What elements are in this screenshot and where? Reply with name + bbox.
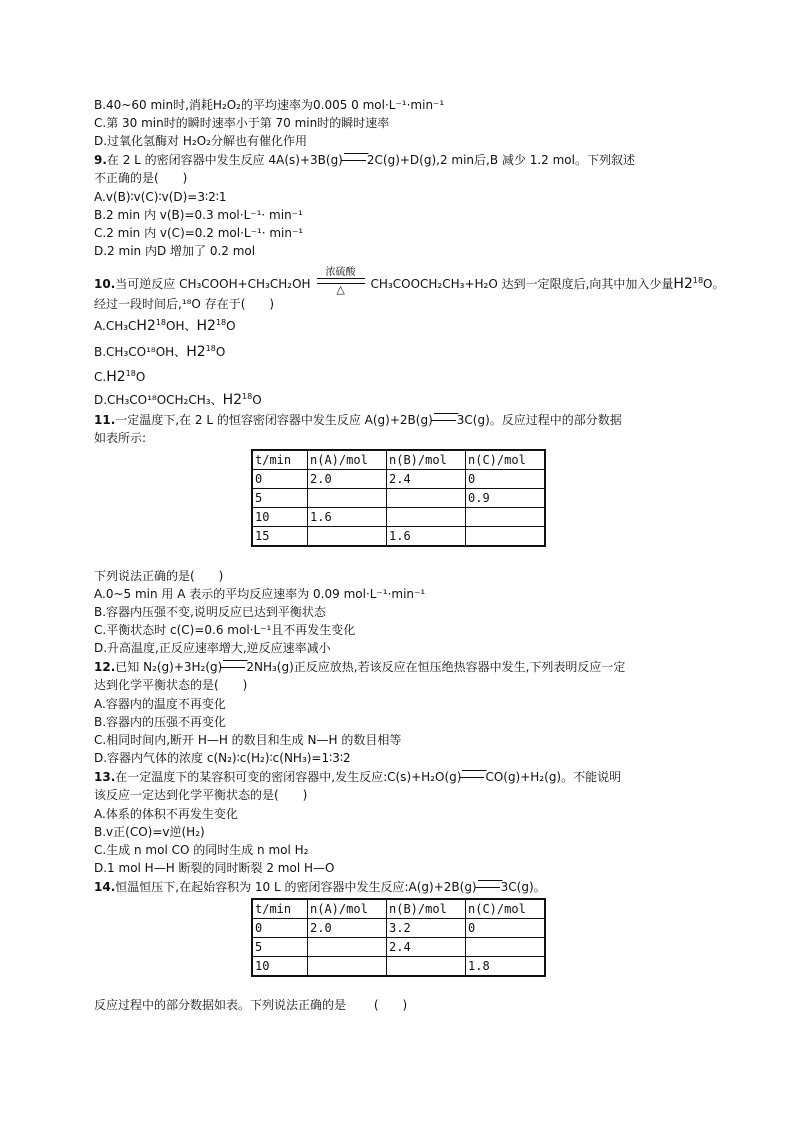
q10-option-b: B.CH₃CO¹⁸OH、$H2^{18}O$	[94, 344, 226, 360]
q14-stem: 14.恒温恒压下,在起始容积为 10 L 的密闭容器中发生反应:A(g)+2B(g) 3C(g)。	[94, 880, 546, 894]
table-cell: 0.9	[466, 489, 546, 508]
table-cell: 0	[252, 470, 308, 489]
q12-option-a: A.容器内的温度不再变化	[94, 697, 226, 711]
table-row	[252, 938, 545, 957]
q9-stem-line2: 不正确的是( )	[94, 171, 188, 185]
table-cell	[466, 938, 546, 957]
q13-option-d: D.1 mol H—H 断裂的同时断裂 2 mol H—O	[94, 861, 335, 875]
q11-option-b: B.容器内压强不变,说明反应已达到平衡状态	[94, 605, 326, 619]
data-table-q11	[251, 449, 546, 547]
q11-stem: 11.一定温度下,在 2 L 的恒容密闭容器中发生反应 A(g)+2B(g) 3C(g)。反应过程中的部分数据	[94, 413, 622, 427]
q11-stem-line2: 如表所示:	[94, 431, 147, 445]
data-table-q14	[251, 898, 546, 977]
table-header-cell: n(B)/mol	[387, 450, 466, 470]
q8-option-c: C.第 30 min时的瞬时速率小于第 70 min时的瞬时速率	[94, 116, 390, 130]
table-cell: 10	[252, 508, 308, 527]
q9-option-d: D.2 min 内D 增加了 0.2 mol	[94, 244, 256, 258]
table-row	[252, 489, 545, 508]
q12-stem-line2: 达到化学平衡状态的是( )	[94, 678, 248, 692]
q10-option-c: $C.H2^{18}O$	[94, 369, 146, 385]
table-cell	[308, 957, 387, 977]
table-cell: 15	[252, 527, 308, 547]
table-cell: 0	[466, 919, 546, 938]
q10-option-a: $A.CH_3CH2^{18}OH$、$H2^{18}O$	[94, 318, 236, 334]
q13-option-a: A.体系的体积不再发生变化	[94, 807, 238, 821]
question-number: 11.	[94, 413, 116, 427]
reaction-condition-arrow-icon: 浓硫酸 △	[317, 276, 365, 293]
question-number: 14.	[94, 880, 116, 894]
table-cell	[466, 508, 546, 527]
table-cell: 0	[252, 919, 308, 938]
table-row	[252, 508, 545, 527]
table-cell: 3.2	[387, 919, 466, 938]
table-cell: 1.8	[466, 957, 546, 977]
question-number: 13.	[94, 770, 116, 784]
table-cell: 2.0	[308, 470, 387, 489]
table-header-cell: n(C)/mol	[466, 899, 546, 919]
table-header-cell: n(A)/mol	[308, 899, 387, 919]
equilibrium-arrow-icon	[344, 153, 366, 161]
q11-option-d: D.升高温度,正反应速率增大,逆反应速率减小	[94, 641, 331, 655]
q8-option-b: B.40~60 min时,消耗H₂O₂的平均速率为0.005 0 mol·L⁻¹·min⁻¹	[94, 98, 445, 112]
equilibrium-arrow-icon	[434, 413, 456, 421]
q10-stem: 10.当可逆反应 CH₃COOH+CH₃CH₂OH 浓硫酸 △ CH₃COOCH₂CH₃+H₂O 达到一定限度后,向其中加入少量$H2^{18}O$。	[94, 267, 725, 296]
table-row	[252, 527, 545, 547]
equilibrium-arrow-icon	[223, 660, 245, 668]
q12-stem: 12.已知 N₂(g)+3H₂(g) 2NH₃(g)正反应放热,若该反应在恒压绝热容器中发生,下列表明反应一定	[94, 660, 626, 674]
q10-option-d: D.CH₃CO¹⁸OCH₂CH₃、$H2^{18}O$	[94, 392, 262, 408]
question-number: 9.	[94, 153, 107, 167]
q8-option-d: D.过氧化氢酶对 H₂O₂分解也有催化作用	[94, 134, 307, 148]
q13-stem-line2: 该反应一定达到化学平衡状态的是( )	[94, 788, 308, 802]
q13-option-c: C.生成 n mol CO 的同时生成 n mol H₂	[94, 843, 309, 857]
table-cell: 5	[252, 938, 308, 957]
table-cell: 5	[252, 489, 308, 508]
q11-option-c: C.平衡状态时 c(C)=0.6 mol·L⁻¹且不再发生变化	[94, 623, 356, 637]
table-header-cell: n(B)/mol	[387, 899, 466, 919]
table-cell: 2.4	[387, 938, 466, 957]
q12-option-d: D.容器内气体的浓度 c(N₂)∶c(H₂)∶c(NH₃)=1∶3∶2	[94, 751, 351, 765]
q13-option-b: B.v正(CO)=v逆(H₂)	[94, 825, 205, 839]
table-row	[252, 470, 545, 489]
question-number: 12.	[94, 660, 116, 674]
q10-stem-line2: 经过一段时间后,¹⁸O 存在于( )	[94, 297, 275, 311]
table-cell: 10	[252, 957, 308, 977]
question-number: 10.	[94, 277, 116, 291]
table-header-cell: n(A)/mol	[308, 450, 387, 470]
equilibrium-arrow-icon	[478, 880, 500, 888]
table-cell	[308, 938, 387, 957]
table-header-cell: t/min	[252, 899, 308, 919]
table-cell	[308, 489, 387, 508]
table-cell: 2.0	[308, 919, 387, 938]
q13-stem: 13.在一定温度下的某容积可变的密闭容器中,发生反应:C(s)+H₂O(g) CO(g)+H₂(g)。不能说明	[94, 770, 622, 784]
table-cell: 0	[466, 470, 546, 489]
table-header-row	[252, 450, 545, 470]
table-cell	[387, 957, 466, 977]
q11-prompt: 下列说法正确的是( )	[94, 569, 224, 583]
table-cell	[308, 527, 387, 547]
table-cell	[387, 508, 466, 527]
table-cell: 1.6	[308, 508, 387, 527]
q14-prompt: 反应过程中的部分数据如表。下列说法正确的是 ( )	[94, 998, 408, 1012]
table-cell: 2.4	[387, 470, 466, 489]
table-cell	[466, 527, 546, 547]
table-cell	[387, 489, 466, 508]
table-header-cell: t/min	[252, 450, 308, 470]
q9-option-b: B.2 min 内 v(B)=0.3 mol·L⁻¹· min⁻¹	[94, 208, 303, 222]
equilibrium-arrow-icon	[462, 770, 484, 778]
table-row	[252, 957, 545, 977]
q11-option-a: A.0~5 min 用 A 表示的平均反应速率为 0.09 mol·L⁻¹·min⁻¹	[94, 587, 426, 601]
q12-option-b: B.容器内的压强不再变化	[94, 715, 227, 729]
q9-option-c: C.2 min 内 v(C)=0.2 mol·L⁻¹· min⁻¹	[94, 226, 304, 240]
table-row	[252, 919, 545, 938]
q9-stem: 9.在 2 L 的密闭容器中发生反应 4A(s)+3B(g) 2C(g)+D(g),2 min后,B 减少 1.2 mol。下列叙述	[94, 153, 635, 167]
table-header-row	[252, 899, 545, 919]
table-header-cell: n(C)/mol	[466, 450, 546, 470]
table-cell: 1.6	[387, 527, 466, 547]
q12-option-c: C.相同时间内,断开 H—H 的数目和生成 N—H 的数目相等	[94, 733, 402, 747]
q9-option-a: A.v(B)∶v(C)∶v(D)=3∶2∶1	[94, 190, 227, 204]
